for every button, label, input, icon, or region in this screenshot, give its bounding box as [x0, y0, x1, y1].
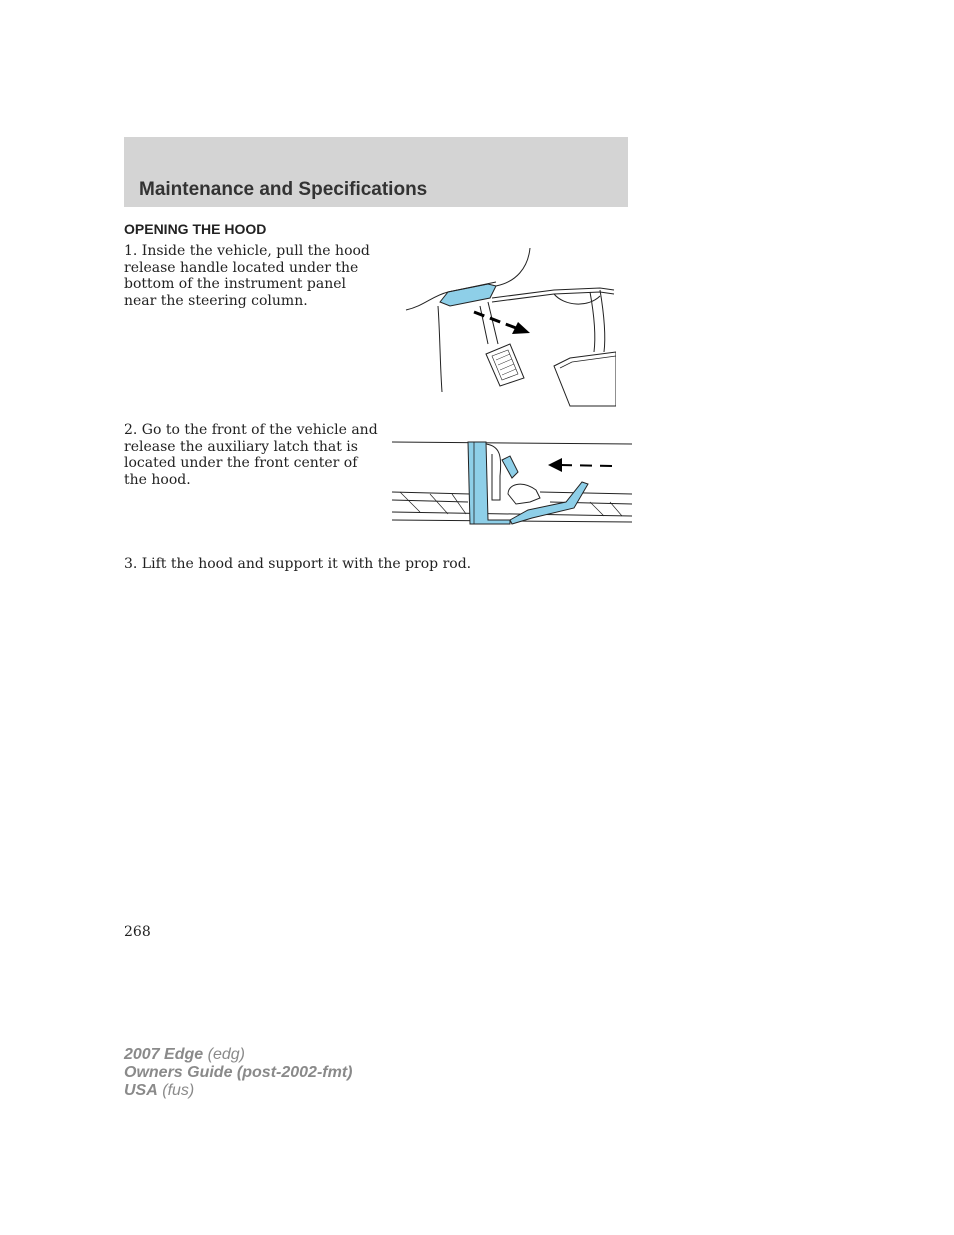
footer-line-guide	[124, 1064, 352, 1082]
section-heading: OPENING THE HOOD	[124, 221, 267, 237]
step-1-text: 1. Inside the vehicle, pull the hood release handle located under the bottom of the instrument panel near the steering column.	[124, 243, 370, 309]
hood-release-handle-illustration	[404, 244, 616, 408]
footer-model-name: 2007 Edge	[124, 1046, 204, 1063]
step-2-text: 2. Go to the front of the vehicle and release the auxiliary latch that is located under the front center of the hood.	[124, 422, 378, 488]
auxiliary-latch-illustration	[390, 436, 634, 526]
footer-guide-name: Owners Guide (post-2002-fmt)	[124, 1064, 353, 1081]
footer-line-model	[124, 1046, 352, 1064]
document-footer	[124, 1046, 352, 1100]
page-number: 268	[124, 924, 151, 940]
page-title: Maintenance and Specifications	[139, 179, 428, 200]
section-header-band	[124, 137, 628, 207]
footer-market-name: USA	[124, 1082, 158, 1099]
footer-market-code: (fus)	[162, 1082, 195, 1099]
footer-line-market	[124, 1082, 352, 1100]
footer-model-code: (edg)	[207, 1046, 245, 1063]
step-3-text: 3. Lift the hood and support it with the prop rod.	[124, 556, 472, 572]
